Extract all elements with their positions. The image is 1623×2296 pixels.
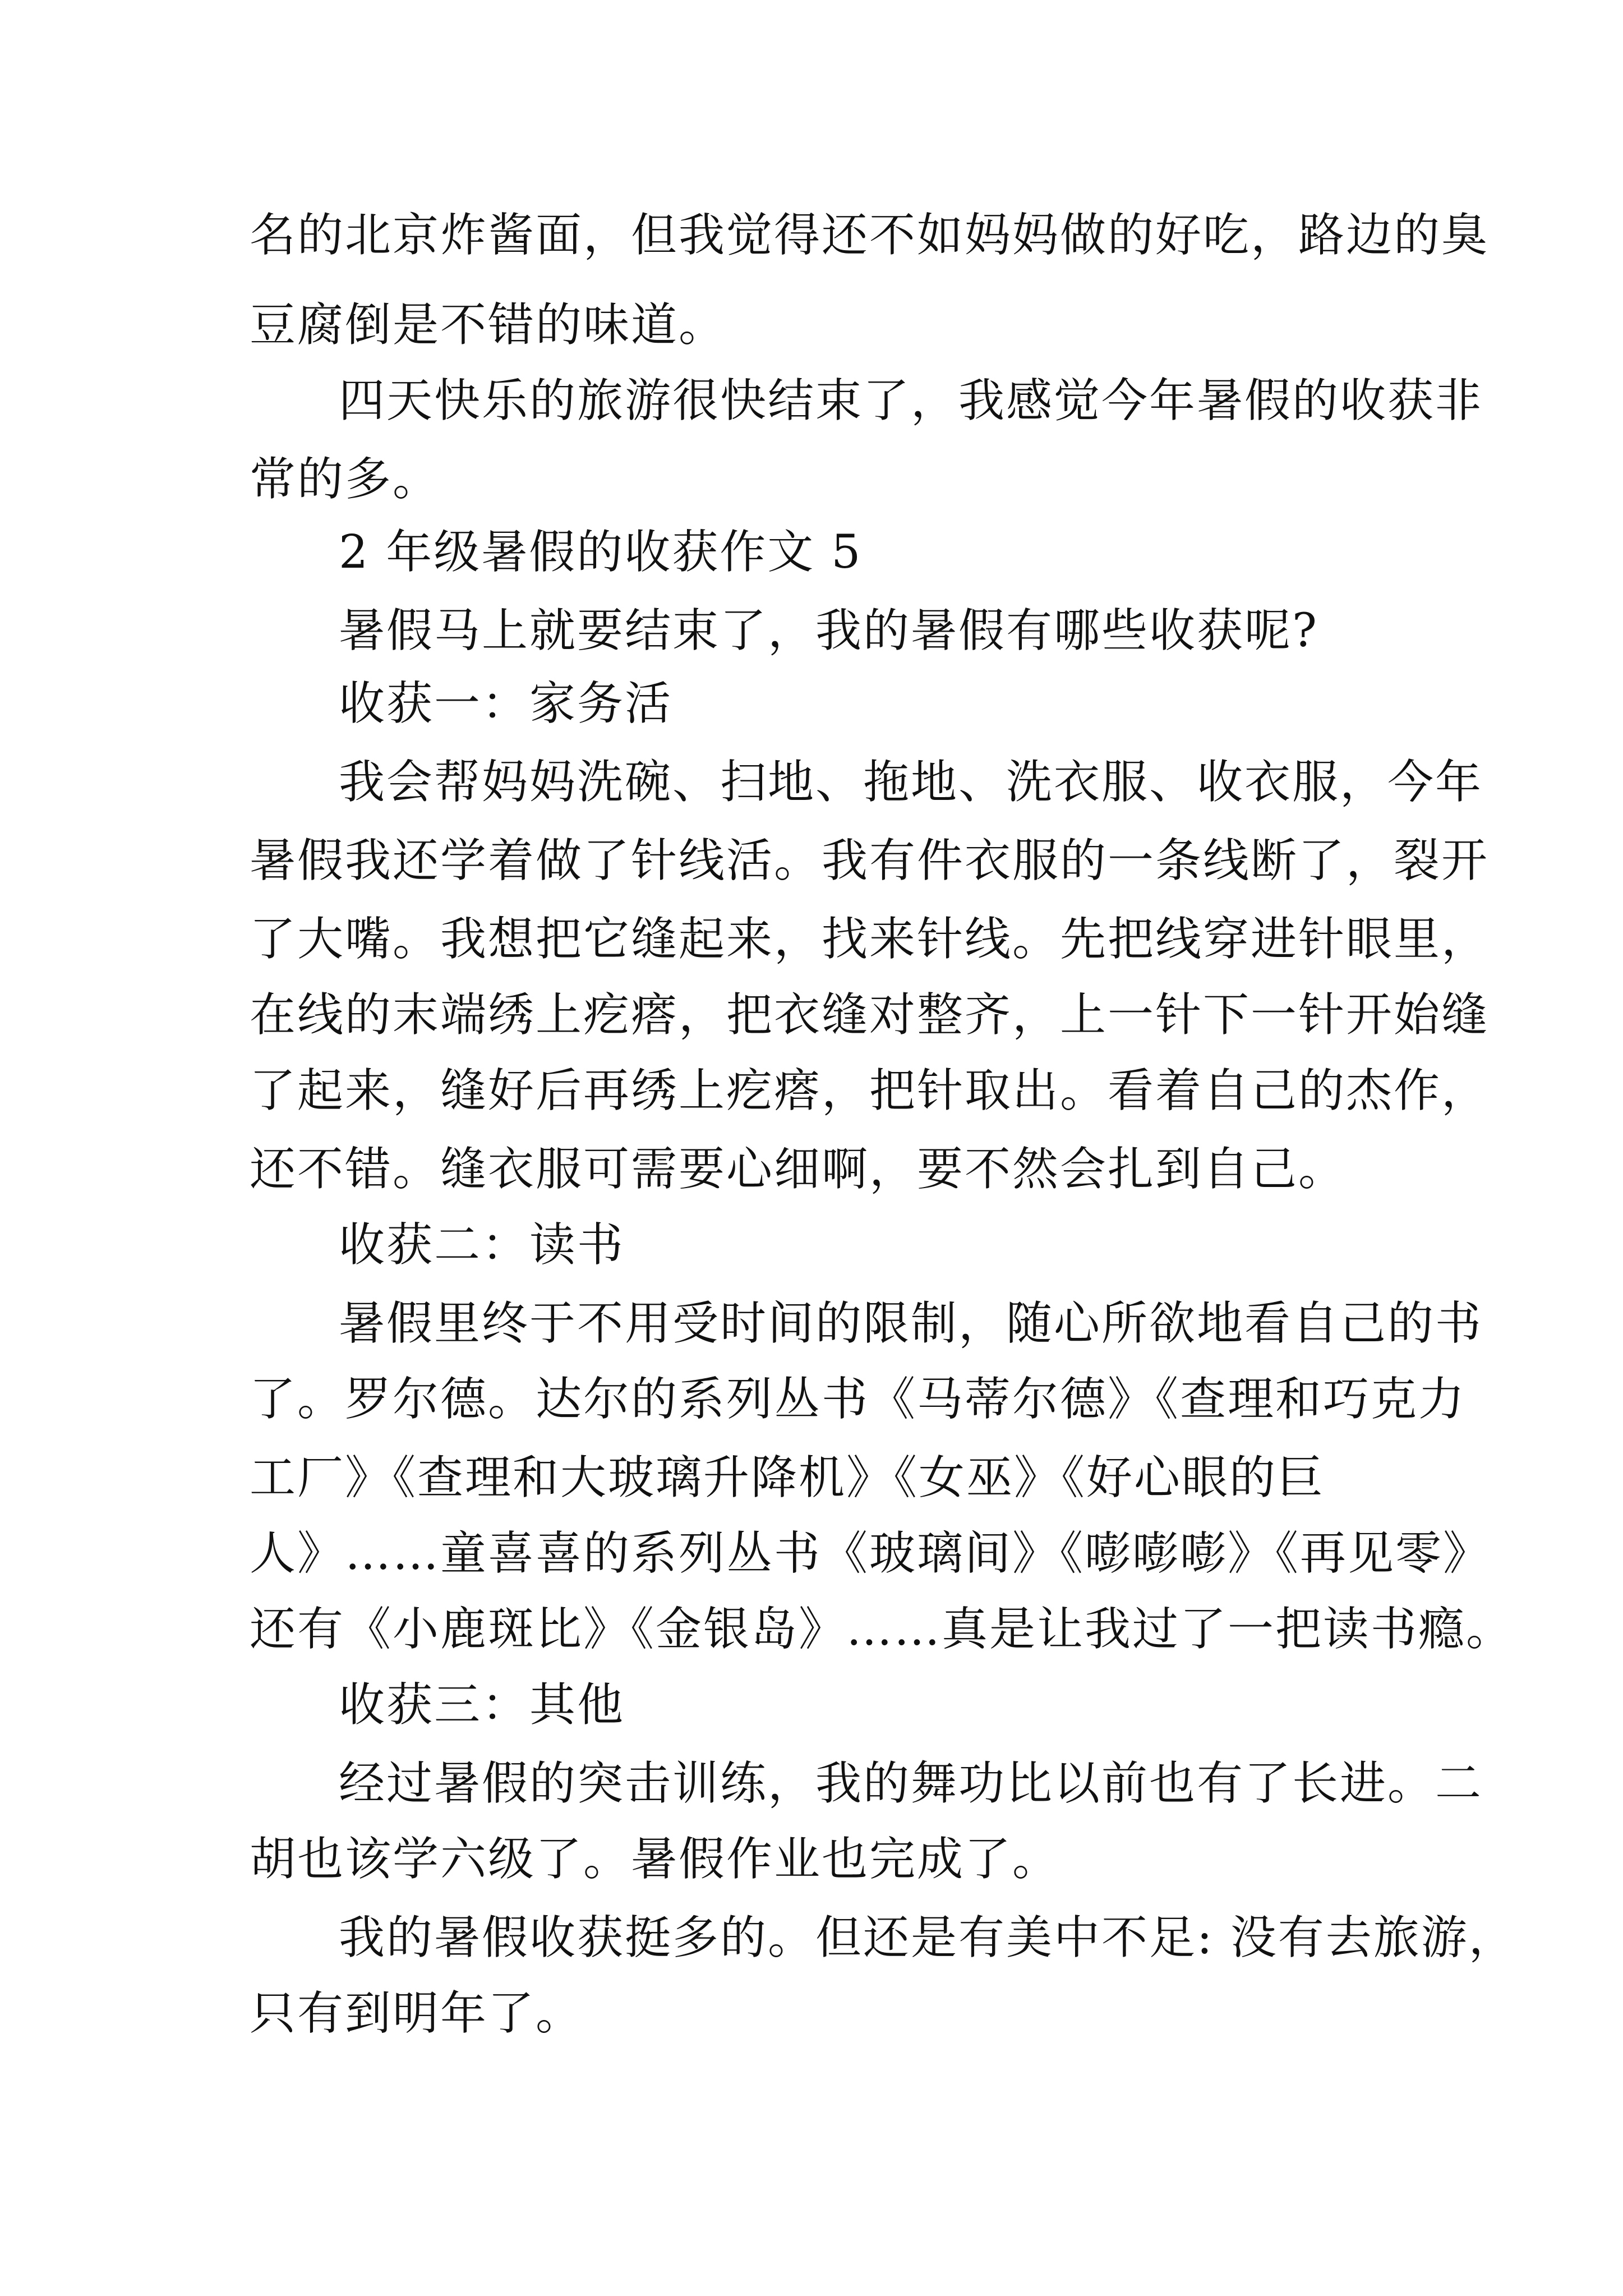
paragraph-line: 胡也该学六级了。暑假作业也完成了。 (250, 1833, 1061, 1886)
subheading: 收获三：其他 (339, 1678, 625, 1732)
paragraph-line: 暑假我还学着做了针线活。我有件衣服的一条线断了，裂开 (250, 834, 1490, 887)
paragraph-line: 在线的末端绣上疙瘩，把衣缝对整齐，上一针下一针开始缝 (250, 988, 1490, 1042)
paragraph-line: 了大嘴。我想把它缝起来，找来针线。先把线穿进针眼里， (250, 913, 1490, 966)
paragraph-line: 只有到明年了。 (250, 1987, 584, 2040)
subheading: 收获二：读书 (339, 1218, 625, 1272)
paragraph-line: 人》……童喜喜的系列丛书《玻璃间》《嘭嘭嘭》《再见零》 (250, 1527, 1491, 1580)
subheading: 收获一：家务活 (339, 677, 673, 730)
paragraph-line: 我的暑假收获挺多的。但还是有美中不足: 没有去旅游， (339, 1911, 1516, 1964)
section-heading: 2 年级暑假的收获作文 5 (339, 526, 863, 579)
paragraph-line: 经过暑假的突击训练，我的舞功比以前也有了长进。二 (339, 1757, 1483, 1810)
paragraph-line: 还有《小鹿斑比》《金银岛》……真是让我过了一把读书瘾。 (250, 1603, 1514, 1656)
paragraph-line: 暑假里终于不用受时间的限制，随心所欲地看自己的书 (339, 1297, 1483, 1350)
paragraph-line: 了。罗尔德。达尔的系列丛书《马蒂尔德》《查理和巧克力 (250, 1373, 1467, 1426)
paragraph-line: 豆腐倒是不错的味道。 (250, 298, 727, 352)
paragraph-line: 我会帮妈妈洗碗、扫地、拖地、洗衣服、收衣服，今年 (339, 756, 1483, 809)
paragraph-line: 还不错。缝衣服可需要心细啊，要不然会扎到自己。 (250, 1143, 1347, 1196)
paragraph-line: 名的北京炸酱面，但我觉得还不如妈妈做的好吃，路边的臭 (250, 209, 1490, 262)
paragraph-line: 了起来，缝好后再绣上疙瘩，把针取出。看着自己的杰作， (250, 1064, 1490, 1117)
paragraph-line: 暑假马上就要结束了，我的暑假有哪些收获呢? (339, 604, 1318, 657)
paragraph-line: 常的多。 (250, 453, 441, 506)
paragraph-line: 四天快乐的旅游很快结束了，我感觉今年暑假的收获非 (339, 374, 1483, 427)
paragraph-line: 工厂》《查理和大玻璃升降机》《女巫》《好心眼的巨 (250, 1451, 1325, 1504)
